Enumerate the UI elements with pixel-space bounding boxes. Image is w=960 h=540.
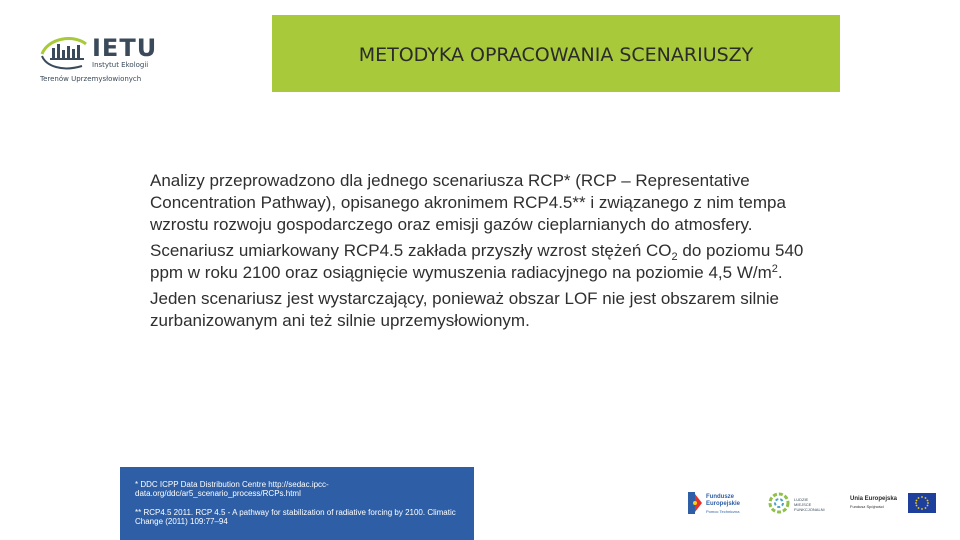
title-banner [272, 15, 840, 92]
eu-line-2: Fundusz Spójności [850, 504, 884, 509]
lmf-circle-icon [768, 492, 790, 514]
logo-subtitle-2-line: Terenów Uprzemysłowionych [40, 75, 142, 83]
eu-line-1: Unia Europejska [850, 496, 898, 502]
logo-name: IETU [92, 34, 158, 62]
footnotes-box [120, 467, 474, 540]
main-content [150, 170, 830, 336]
fundusze-europejskie-logo [688, 488, 748, 520]
page-title: METODYKA OPRACOWANIA SCENARIUSZY [358, 43, 754, 66]
paragraph-2-text-c: . [777, 263, 783, 282]
paragraph-2 [150, 240, 830, 284]
eu-flag-icon [908, 493, 936, 513]
footnote-1: * DDC ICPP Data Distribution Centre http://sedac.ipcc-data.org/ddc/ar5_scenario_process/RCPs.html [135, 480, 329, 498]
unia-europejska-logo [850, 488, 940, 520]
co2-subscript: 2 [671, 251, 678, 263]
fe-line-2: Europejskie [706, 501, 741, 507]
fe-line-3: Pomoc Techniczna [706, 509, 740, 514]
lmf-line-3: FUNKCJONALNI [794, 507, 825, 512]
footnote-2: ** RCP4.5 2011. RCP 4.5 - A pathway for stabilization of radiative forcing by 2100. Climatic Change (2011) 109:77–94 [135, 508, 456, 526]
paragraph-2-text-a: Scenariusz umiarkowany RCP4.5 zakłada przyszły wzrost stężeń CO [150, 241, 672, 260]
lmf-line-2: MIEJSCE [794, 502, 812, 507]
m2-superscript: 2 [771, 263, 778, 275]
paragraph-1: Analizy przeprowadzono dla jednego scenariusza RCP* (RCP – Representative Concentration Pathway), opisanego akronimem RCP4.5** i związanego z nim tempa wzrostu rozwoju gospodarczego oraz emisji gazów cieplarnianych do atmosfery. [150, 171, 786, 234]
logo-subtitle-1: Instytut Ekologii [92, 61, 149, 69]
paragraph-2-text-b: do poziomu 540 ppm w roku 2100 oraz osiągnięcie wymuszenia radiacyjnego na poziomie 4,5 W/m [150, 241, 804, 282]
lmf-line-1: LUDZIE [794, 497, 809, 502]
paragraph-3: Jeden scenariusz jest wystarczający, ponieważ obszar LOF nie jest obszarem silnie zurbanizowanym ani też silnie uprzemysłowionym. [150, 289, 779, 330]
fe-star-icon [688, 492, 702, 514]
fe-line-1: Fundusze [706, 494, 734, 500]
ludzie-miejsce-logo [768, 488, 832, 520]
